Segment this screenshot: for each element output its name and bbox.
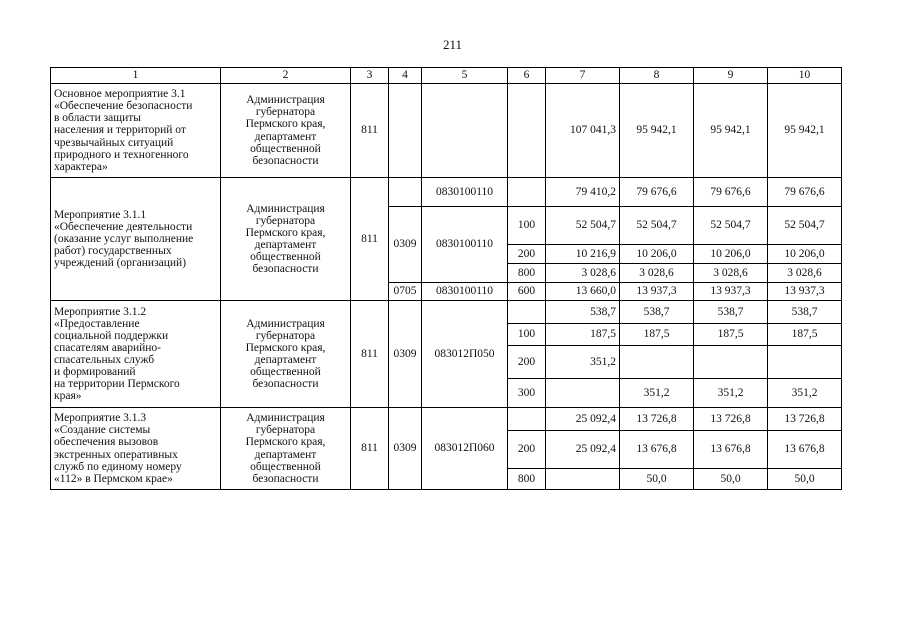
cell: 811 <box>351 408 389 490</box>
cell: 79 676,6 <box>620 178 694 207</box>
cell: 100 <box>508 324 546 346</box>
cell: 95 942,1 <box>620 84 694 178</box>
cell <box>546 379 620 408</box>
activity-name: Мероприятие 3.1.1 «Обеспечение деятельности (оказание услуг выполнение работ) государственных учреждений (организаций) <box>51 178 221 301</box>
activity-name: Мероприятие 3.1.2 «Предоставление социальной поддержки спасателям аварийно- спасательных служб и формирований на территории Пермского края» <box>51 301 221 408</box>
col-header: 5 <box>422 68 508 84</box>
cell: 0830100110 <box>422 207 508 283</box>
table-row <box>51 84 842 178</box>
cell: 538,7 <box>694 301 768 324</box>
cell: 800 <box>508 264 546 283</box>
cell: 13 676,8 <box>768 431 842 469</box>
cell: 200 <box>508 431 546 469</box>
organization: Администрация губернатора Пермского края, департамент общественной безопасности <box>221 178 351 301</box>
cell: 351,2 <box>768 379 842 408</box>
col-header: 9 <box>694 68 768 84</box>
cell <box>620 346 694 379</box>
table-row <box>51 408 842 431</box>
cell: 10 206,0 <box>768 245 842 264</box>
cell: 52 504,7 <box>620 207 694 245</box>
cell: 10 206,0 <box>694 245 768 264</box>
activity-name: Основное мероприятие 3.1 «Обеспечение безопасности в области защиты населения и территорий от чрезвычайных ситуаций природного и техногенного характера» <box>51 84 221 178</box>
cell: 3 028,6 <box>694 264 768 283</box>
cell: 0830100110 <box>422 178 508 207</box>
cell: 13 726,8 <box>694 408 768 431</box>
cell: 3 028,6 <box>768 264 842 283</box>
cell: 0309 <box>389 301 422 408</box>
cell <box>694 346 768 379</box>
cell <box>422 84 508 178</box>
col-header: 1 <box>51 68 221 84</box>
cell: 25 092,4 <box>546 408 620 431</box>
col-header: 10 <box>768 68 842 84</box>
col-header: 4 <box>389 68 422 84</box>
cell: 13 937,3 <box>620 283 694 301</box>
cell: 187,5 <box>546 324 620 346</box>
cell: 50,0 <box>768 469 842 490</box>
col-header: 6 <box>508 68 546 84</box>
cell: 52 504,7 <box>768 207 842 245</box>
cell: 10 206,0 <box>620 245 694 264</box>
organization: Администрация губернатора Пермского края, департамент общественной безопасности <box>221 408 351 490</box>
cell: 52 504,7 <box>694 207 768 245</box>
cell: 187,5 <box>620 324 694 346</box>
cell: 13 726,8 <box>620 408 694 431</box>
cell: 0830100110 <box>422 283 508 301</box>
table-row <box>51 301 842 324</box>
budget-table <box>50 67 842 490</box>
cell: 351,2 <box>620 379 694 408</box>
cell: 107 041,3 <box>546 84 620 178</box>
cell: 811 <box>351 84 389 178</box>
col-header: 8 <box>620 68 694 84</box>
cell: 200 <box>508 245 546 264</box>
cell <box>389 84 422 178</box>
cell: 083012П050 <box>422 301 508 408</box>
cell: 10 216,9 <box>546 245 620 264</box>
cell: 0705 <box>389 283 422 301</box>
organization: Администрация губернатора Пермского края, департамент общественной безопасности <box>221 84 351 178</box>
cell: 13 937,3 <box>768 283 842 301</box>
cell: 79 676,6 <box>768 178 842 207</box>
cell: 50,0 <box>694 469 768 490</box>
cell: 351,2 <box>546 346 620 379</box>
cell: 13 726,8 <box>768 408 842 431</box>
cell: 351,2 <box>694 379 768 408</box>
header-row <box>51 68 842 84</box>
cell: 0309 <box>389 207 422 283</box>
cell <box>508 301 546 324</box>
cell: 79 410,2 <box>546 178 620 207</box>
cell <box>768 346 842 379</box>
cell: 95 942,1 <box>694 84 768 178</box>
col-header: 7 <box>546 68 620 84</box>
page-number: 211 <box>442 37 463 52</box>
cell: 187,5 <box>694 324 768 346</box>
cell <box>389 178 422 207</box>
activity-name: Мероприятие 3.1.3 «Создание системы обеспечения вызовов экстренных оперативных служб по единому номеру «112» в Пермском крае» <box>51 408 221 490</box>
cell: 95 942,1 <box>768 84 842 178</box>
cell <box>508 84 546 178</box>
cell: 13 660,0 <box>546 283 620 301</box>
cell: 79 676,6 <box>694 178 768 207</box>
cell: 200 <box>508 346 546 379</box>
cell: 0309 <box>389 408 422 490</box>
cell: 600 <box>508 283 546 301</box>
cell: 300 <box>508 379 546 408</box>
cell: 3 028,6 <box>620 264 694 283</box>
cell: 25 092,4 <box>546 431 620 469</box>
cell: 811 <box>351 178 389 301</box>
table-row <box>51 178 842 207</box>
cell: 13 676,8 <box>694 431 768 469</box>
cell <box>508 178 546 207</box>
cell: 811 <box>351 301 389 408</box>
cell: 13 676,8 <box>620 431 694 469</box>
cell: 800 <box>508 469 546 490</box>
cell: 100 <box>508 207 546 245</box>
col-header: 2 <box>221 68 351 84</box>
cell: 52 504,7 <box>546 207 620 245</box>
cell: 187,5 <box>768 324 842 346</box>
cell <box>546 469 620 490</box>
cell: 538,7 <box>620 301 694 324</box>
cell: 3 028,6 <box>546 264 620 283</box>
cell <box>508 408 546 431</box>
cell: 13 937,3 <box>694 283 768 301</box>
cell: 538,7 <box>768 301 842 324</box>
cell: 50,0 <box>620 469 694 490</box>
col-header: 3 <box>351 68 389 84</box>
cell: 538,7 <box>546 301 620 324</box>
organization: Администрация губернатора Пермского края, департамент общественной безопасности <box>221 301 351 408</box>
cell: 083012П060 <box>422 408 508 490</box>
